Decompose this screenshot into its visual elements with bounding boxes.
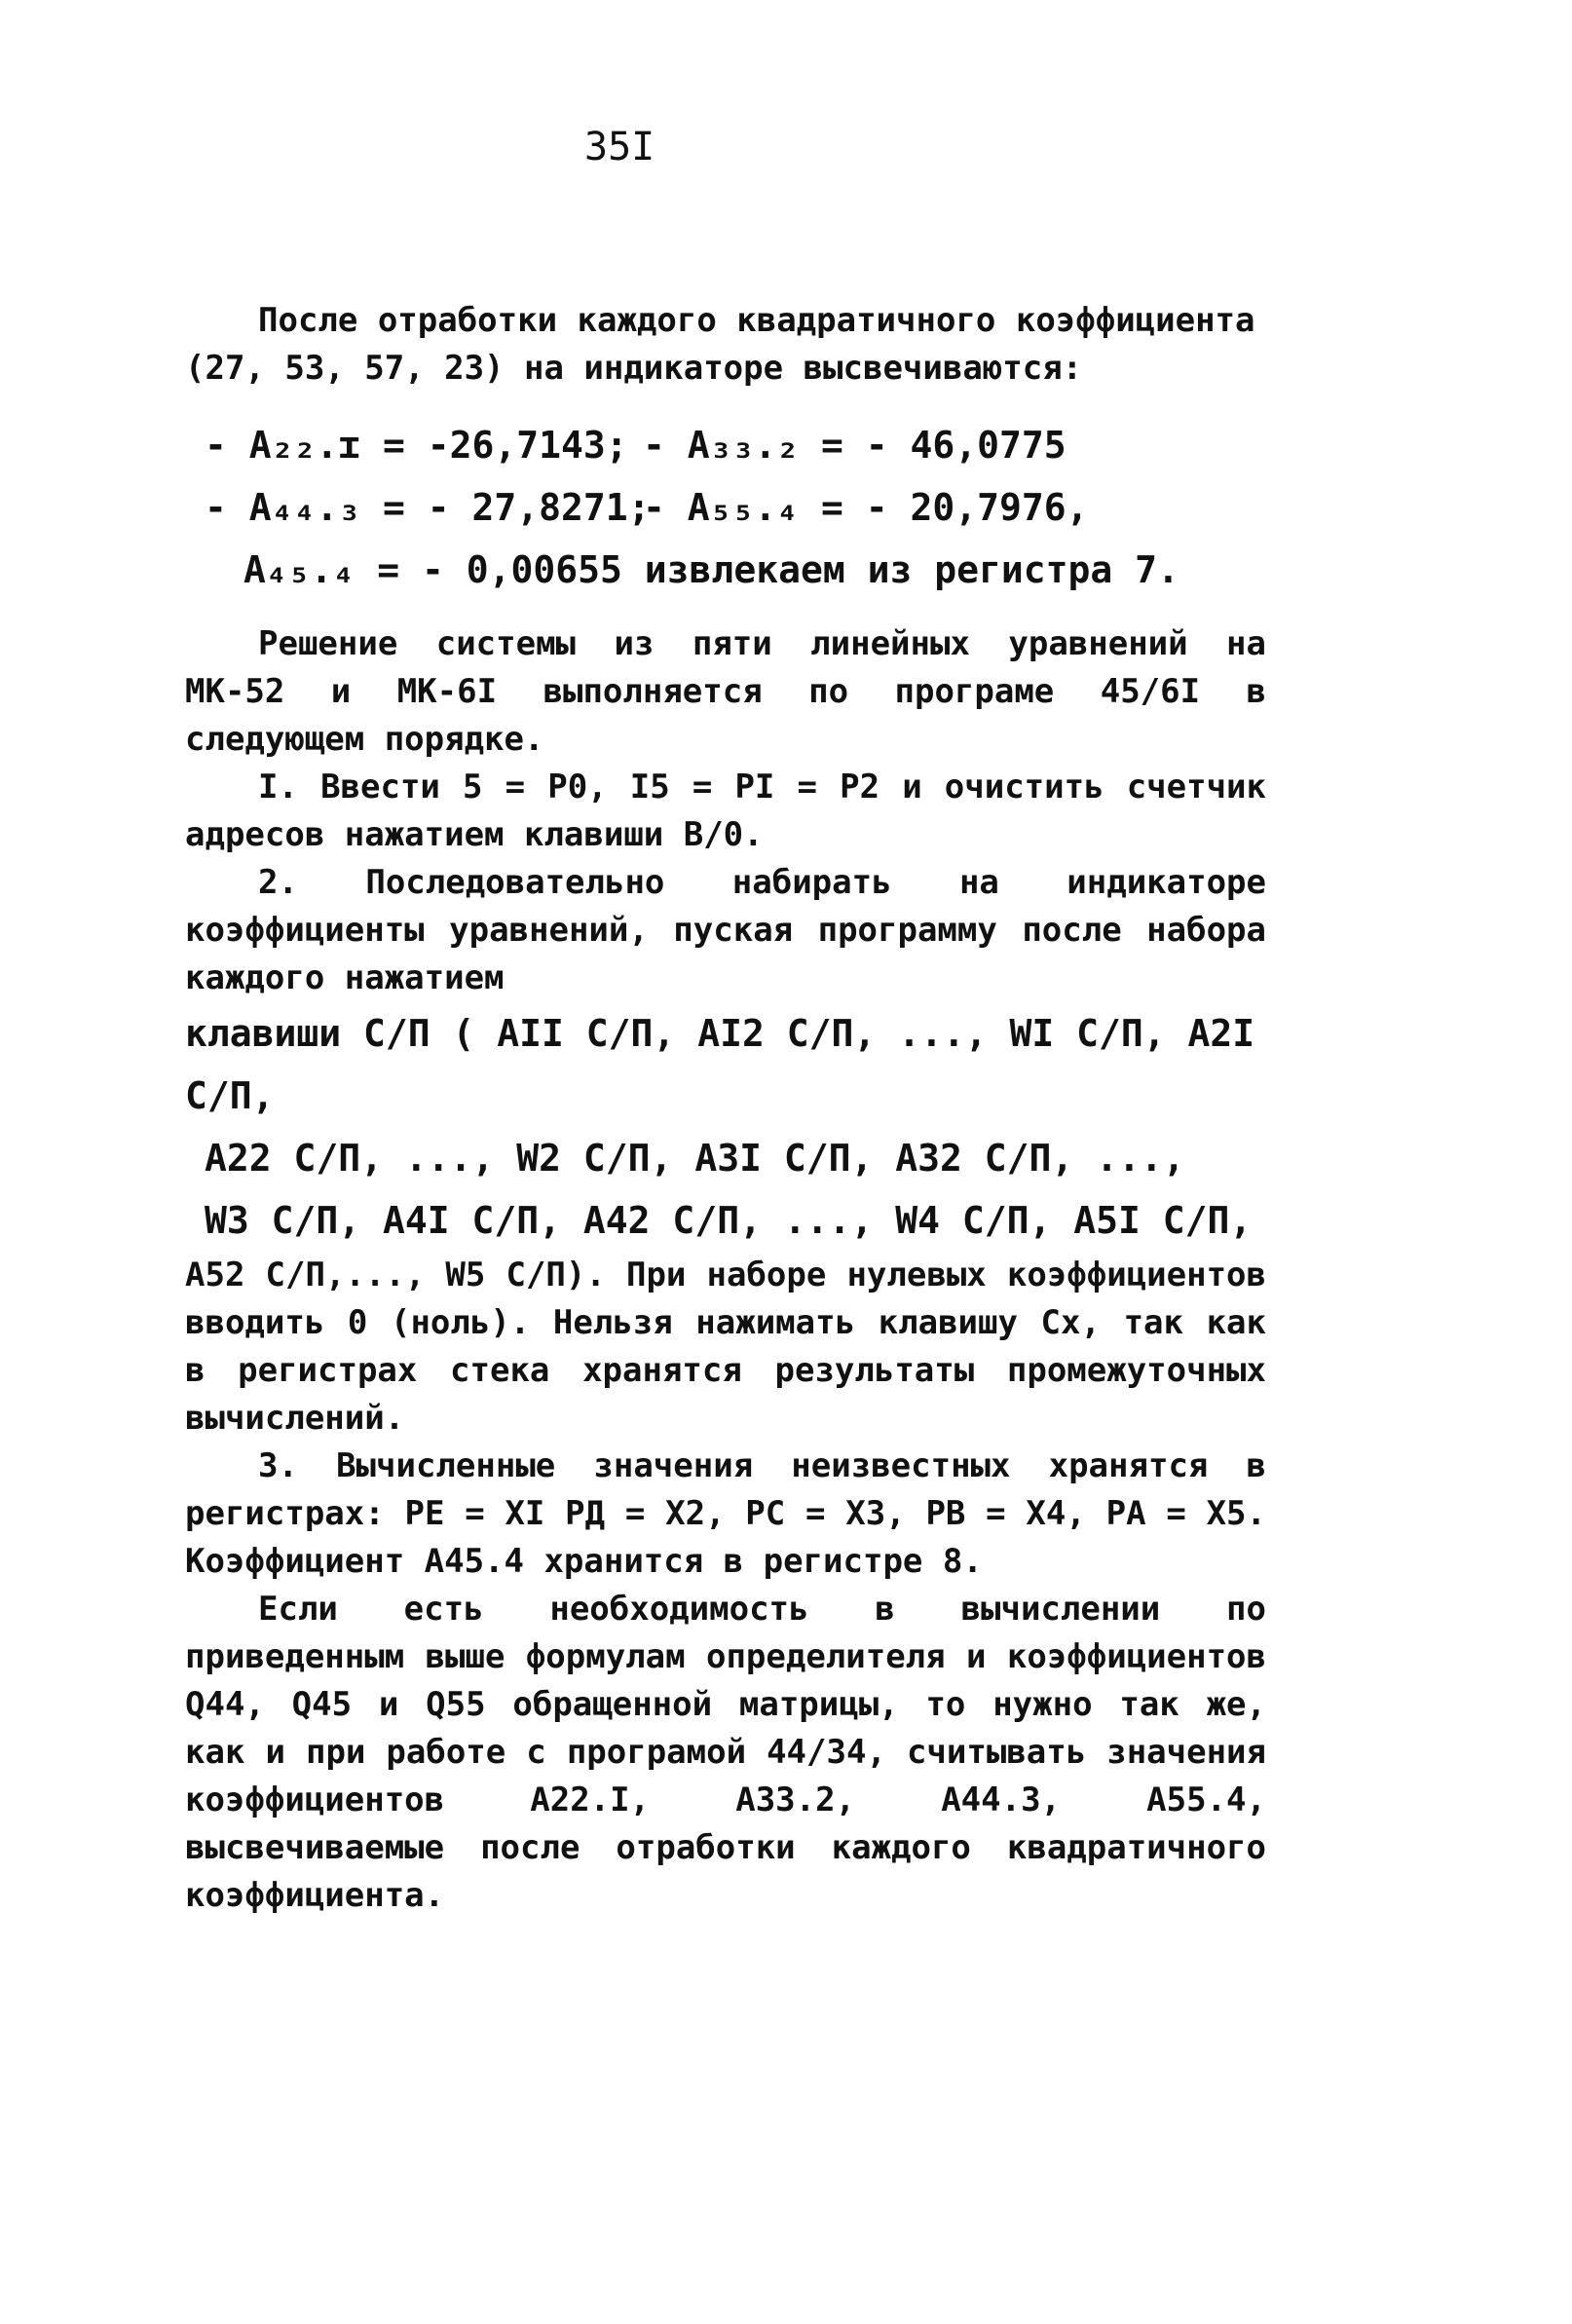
equation-row-2 — [185, 476, 1266, 539]
equation-a55: - A₅₅.₄ = - 20,7976, — [643, 486, 1089, 529]
equation-a22: - A₂₂.ɪ = -26,7143; — [205, 424, 628, 467]
page-number: 35I — [584, 125, 655, 169]
equation-a33: - A₃₃.₂ = - 46,0775 — [643, 424, 1067, 467]
step-2-tail: A52 С/П,..., W5 С/П). При наборе нулевых коэффициентов вводить 0 (ноль). Нельзя нажимать клавишу Сх, так как в регистрах стека хранятся результаты промежуточных вычислений. — [185, 1256, 1266, 1438]
step-2-keys-line-1: клавиши С/П ( AII С/П, AI2 С/П, ..., WI С/П, A2I С/П, — [185, 1012, 1255, 1117]
intro-line-1: После отработки каждого квадратичного коэффициента — [258, 301, 1255, 340]
step-2-intro: 2. Последовательно набирать на индикаторе коэффициенты уравнений, пуская программу после набора каждого нажатием — [185, 863, 1266, 997]
step-3: 3. Вычисленные значения неизвестных хранятся в регистрах: РЕ = XI РД = X2, РС = X3, РВ = X4, РА = X5. Коэффициент A45.4 хранится в регистре 8. — [185, 1446, 1266, 1581]
equation-row-3 — [185, 539, 1266, 601]
intro-line-2: (27, 53, 57, 23) на индикаторе высвечиваются: — [185, 349, 1083, 388]
step-2-keys-line-3: W3 С/П, A4I С/П, A42 С/П, ..., W4 С/П, A5I С/П, — [205, 1199, 1253, 1242]
equation-row-1 — [185, 414, 1266, 476]
body-text — [185, 297, 1266, 1920]
step-1: I. Ввести 5 = Р0, I5 = РI = Р2 и очистить счетчик адресов нажатием клавиши В/0. — [185, 768, 1266, 854]
equation-a44: - A₄₄.₃ = - 27,8271; — [205, 486, 651, 529]
paragraph-solution: Решение системы из пяти линейных уравнений на МК-52 и МК-6I выполняется по програме 45/6I в следующем порядке. — [185, 624, 1266, 759]
equations-block — [185, 414, 1266, 601]
step-2-keys-line-2: A22 С/П, ..., W2 С/П, A3I С/П, A32 С/П, ..., — [205, 1137, 1185, 1180]
paragraph-final: Если есть необходимость в вычислении по приведенным выше формулам определителя и коэффициентов Q44, Q45 и Q55 обращенной матрицы, то нужно так же, как и при работе с програмой 44/34, считывать значения коэффициентов A22.I, A33.2, A44.3, A55.4, высвечиваемые после отработки каждого квадратичного коэффициента. — [185, 1590, 1266, 1915]
equation-a45: A₄₅.₄ = - 0,00655 извлекаем из регистра 7. — [243, 548, 1179, 591]
